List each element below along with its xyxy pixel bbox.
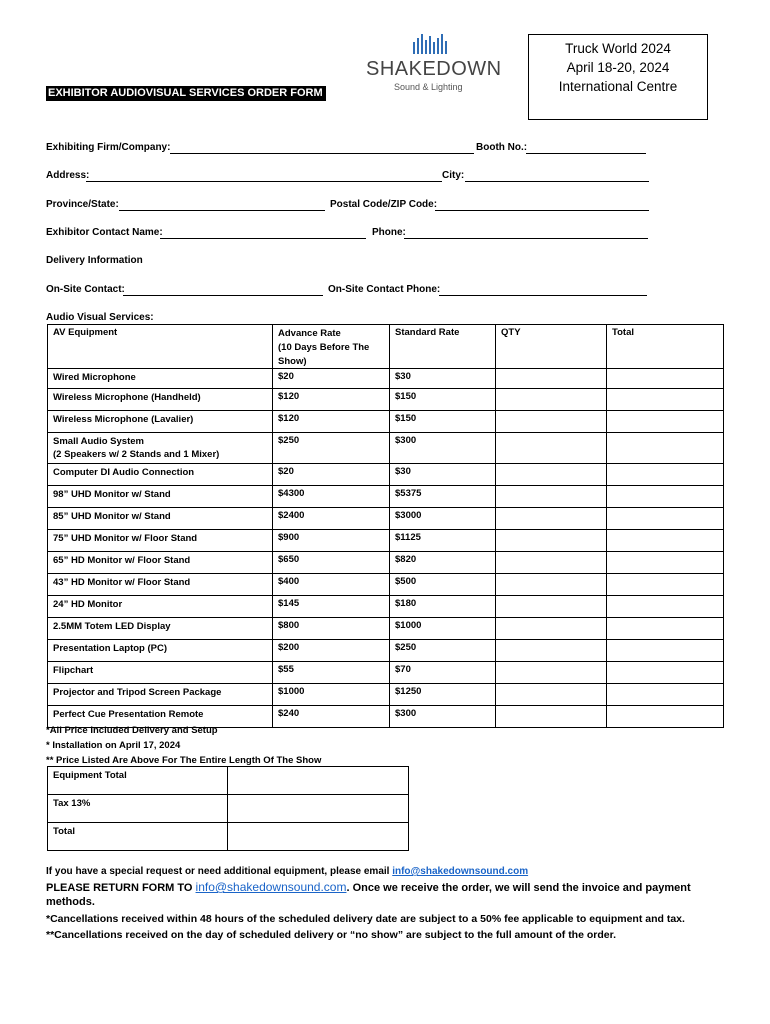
standard-rate: $1000 bbox=[390, 618, 496, 640]
city-input-line[interactable] bbox=[465, 181, 649, 182]
totals-row bbox=[48, 795, 409, 823]
standard-rate: $250 bbox=[390, 640, 496, 662]
table-row bbox=[48, 684, 724, 706]
contact-row bbox=[46, 227, 656, 241]
qty-cell[interactable] bbox=[496, 530, 607, 552]
advance-rate: $200 bbox=[273, 640, 390, 662]
equipment-name: 85” UHD Monitor w/ Stand bbox=[48, 508, 273, 530]
note-installation: * Installation on April 17, 2024 bbox=[46, 740, 181, 751]
qty-cell[interactable] bbox=[496, 464, 607, 486]
total-cell[interactable] bbox=[607, 684, 724, 706]
advance-rate: $145 bbox=[273, 596, 390, 618]
qty-cell[interactable] bbox=[496, 574, 607, 596]
return-suffix: . Once we receive the order, we will send the invoice and payment bbox=[346, 882, 691, 894]
return-methods-line: methods. bbox=[46, 896, 95, 908]
equipment-name: Wireless Microphone (Handheld) bbox=[48, 389, 273, 411]
total-cell[interactable] bbox=[607, 508, 724, 530]
equipment-name: Presentation Laptop (PC) bbox=[48, 640, 273, 662]
booth-label: Booth No.: bbox=[476, 142, 528, 153]
contact-label: Exhibitor Contact Name: bbox=[46, 227, 163, 238]
note-price-length: ** Price Listed Are Above For The Entire Length Of The Show bbox=[46, 755, 322, 766]
equipment-name: 2.5MM Totem LED Display bbox=[48, 618, 273, 640]
qty-cell[interactable] bbox=[496, 552, 607, 574]
tax-label: Tax 13% bbox=[48, 795, 228, 823]
advance-rate: $20 bbox=[273, 464, 390, 486]
advance-rate-0: $20 bbox=[278, 371, 294, 382]
header-qty: QTY bbox=[496, 325, 607, 369]
equipment-name: Perfect Cue Presentation Remote bbox=[48, 706, 273, 728]
province-input-line[interactable] bbox=[119, 210, 325, 211]
qty-cell[interactable] bbox=[496, 706, 607, 728]
standard-rate: $150 bbox=[390, 389, 496, 411]
return-form-line bbox=[46, 880, 691, 894]
table-row bbox=[48, 552, 724, 574]
sound-wave-icon bbox=[411, 32, 451, 56]
province-label: Province/State: bbox=[46, 199, 119, 210]
standard-rate: $3000 bbox=[390, 508, 496, 530]
total-cell[interactable] bbox=[607, 389, 724, 411]
standard-rate: $1125 bbox=[390, 530, 496, 552]
av-services-table bbox=[47, 324, 724, 728]
advance-rate: $4300 bbox=[273, 486, 390, 508]
advance-rate: $55 bbox=[273, 662, 390, 684]
onsite-contact-input-line[interactable] bbox=[123, 295, 323, 296]
header-standard-rate: Standard Rate bbox=[390, 325, 496, 369]
table-row bbox=[48, 508, 724, 530]
table-row bbox=[48, 464, 724, 486]
cancellation-policy-2: **Cancellations received on the day of scheduled delivery or “no show” are subject to the full amount of the order. bbox=[46, 929, 617, 941]
standard-rate: $150 bbox=[390, 411, 496, 433]
standard-rate: $30 bbox=[390, 464, 496, 486]
phone-input-line[interactable] bbox=[404, 238, 648, 239]
table-row bbox=[48, 389, 724, 411]
postal-input-line[interactable] bbox=[435, 210, 649, 211]
equipment-name: 98” UHD Monitor w/ Stand bbox=[48, 486, 273, 508]
qty-cell[interactable] bbox=[496, 618, 607, 640]
qty-cell[interactable] bbox=[496, 596, 607, 618]
firm-input-line[interactable] bbox=[170, 153, 474, 154]
table-row bbox=[48, 618, 724, 640]
total-cell[interactable] bbox=[607, 706, 724, 728]
total-cell[interactable] bbox=[607, 464, 724, 486]
advance-rate: $900 bbox=[273, 530, 390, 552]
onsite-phone-label: On-Site Contact Phone: bbox=[328, 284, 441, 295]
standard-rate: $30 bbox=[390, 369, 496, 389]
total-cell[interactable] bbox=[607, 530, 724, 552]
total-cell[interactable] bbox=[607, 596, 724, 618]
standard-rate: $180 bbox=[390, 596, 496, 618]
table-row bbox=[48, 574, 724, 596]
table-header-row bbox=[48, 325, 724, 369]
standard-rate: $1250 bbox=[390, 684, 496, 706]
return-email-link[interactable]: info@shakedownsound.com bbox=[195, 880, 347, 894]
advance-rate: $120 bbox=[273, 389, 390, 411]
standard-rate: $500 bbox=[390, 574, 496, 596]
form-title: EXHIBITOR AUDIOVISUAL SERVICES ORDER FORM bbox=[46, 86, 326, 101]
equipment-name: 65” HD Monitor w/ Floor Stand bbox=[48, 552, 273, 574]
event-dates: April 18-20, 2024 bbox=[566, 60, 670, 75]
event-venue: International Centre bbox=[558, 79, 678, 94]
totals-row bbox=[48, 767, 409, 795]
total-cell[interactable] bbox=[607, 662, 724, 684]
table-row bbox=[48, 433, 724, 464]
postal-label: Postal Code/ZIP Code: bbox=[330, 199, 438, 210]
advance-rate: $1000 bbox=[273, 684, 390, 706]
table-row bbox=[48, 411, 724, 433]
equipment-name: 43” HD Monitor w/ Floor Stand bbox=[48, 574, 273, 596]
onsite-contact-label: On-Site Contact: bbox=[46, 284, 125, 295]
equipment-name: Flipchart bbox=[48, 662, 273, 684]
city-label: City: bbox=[442, 170, 465, 181]
delivery-info-row bbox=[46, 255, 346, 269]
equipment-name: Projector and Tripod Screen Package bbox=[48, 684, 273, 706]
qty-cell[interactable] bbox=[496, 411, 607, 433]
firm-label: Exhibiting Firm/Company: bbox=[46, 142, 171, 153]
equipment-total-value[interactable] bbox=[228, 767, 409, 795]
total-cell[interactable] bbox=[607, 369, 724, 389]
advance-rate: $800 bbox=[273, 618, 390, 640]
advance-rate: $240 bbox=[273, 706, 390, 728]
standard-rate: $70 bbox=[390, 662, 496, 684]
special-request-text: If you have a special request or need additional equipment, please email bbox=[46, 866, 393, 877]
return-prefix: PLEASE RETURN FORM TO bbox=[46, 882, 196, 894]
advance-rate: $2400 bbox=[273, 508, 390, 530]
qty-cell[interactable] bbox=[496, 662, 607, 684]
booth-input-line[interactable] bbox=[526, 153, 646, 154]
header-total: Total bbox=[607, 325, 724, 369]
totals-table bbox=[47, 766, 409, 851]
total-cell[interactable] bbox=[607, 411, 724, 433]
grand-total-label: Total bbox=[48, 823, 228, 851]
tax-value[interactable] bbox=[228, 795, 409, 823]
total-cell[interactable] bbox=[607, 552, 724, 574]
advance-rate: $250 bbox=[273, 433, 390, 464]
delivery-info-label: Delivery Information bbox=[46, 255, 143, 266]
advance-rate: $400 bbox=[273, 574, 390, 596]
advance-rate: $650 bbox=[273, 552, 390, 574]
grand-total-value[interactable] bbox=[228, 823, 409, 851]
header-advance-rate bbox=[273, 325, 390, 389]
cancellation-policy-1: *Cancellations received within 48 hours of the scheduled delivery date are subject to a 50% fee applicable to equipment and tax. bbox=[46, 913, 685, 925]
equipment-name: Computer DI Audio Connection bbox=[48, 464, 273, 486]
total-cell[interactable] bbox=[607, 574, 724, 596]
advance-rate: $120 bbox=[273, 411, 390, 433]
qty-cell[interactable] bbox=[496, 640, 607, 662]
table-row bbox=[48, 530, 724, 552]
logo-tagline: Sound & Lighting bbox=[394, 82, 463, 92]
onsite-row bbox=[46, 284, 656, 298]
onsite-phone-input-line[interactable] bbox=[439, 295, 647, 296]
qty-cell[interactable] bbox=[496, 389, 607, 411]
address-label: Address: bbox=[46, 170, 90, 181]
qty-cell[interactable] bbox=[496, 508, 607, 530]
standard-rate: $300 bbox=[390, 433, 496, 464]
totals-row bbox=[48, 823, 409, 851]
table-row bbox=[48, 662, 724, 684]
qty-cell[interactable] bbox=[496, 486, 607, 508]
special-request-line bbox=[46, 866, 528, 877]
equipment-total-label: Equipment Total bbox=[48, 767, 228, 795]
qty-cell[interactable] bbox=[496, 369, 607, 389]
equipment-name: 24” HD Monitor bbox=[48, 596, 273, 618]
equipment-name: Small Audio System (2 Speakers w/ 2 Stands and 1 Mixer) bbox=[48, 433, 273, 464]
equipment-name: Wired Microphone bbox=[48, 369, 273, 389]
special-request-email-link[interactable]: info@shakedownsound.com bbox=[392, 866, 529, 877]
firm-row bbox=[46, 142, 656, 156]
logo-name: SHAKEDOWN bbox=[366, 58, 502, 80]
av-services-label: Audio Visual Services: bbox=[46, 312, 154, 323]
total-cell[interactable] bbox=[607, 618, 724, 640]
total-cell[interactable] bbox=[607, 640, 724, 662]
total-cell[interactable] bbox=[607, 486, 724, 508]
address-row bbox=[46, 170, 656, 184]
note-delivery: *All Price Included Delivery and Setup bbox=[46, 725, 218, 736]
table-row bbox=[48, 596, 724, 618]
phone-label: Phone: bbox=[372, 227, 406, 238]
equipment-name: 75” UHD Monitor w/ Floor Stand bbox=[48, 530, 273, 552]
header-advance-rate-text: Advance Rate (10 Days Before The Show) bbox=[273, 325, 389, 369]
standard-rate: $5375 bbox=[390, 486, 496, 508]
equipment-name: Wireless Microphone (Lavalier) bbox=[48, 411, 273, 433]
event-info-box bbox=[528, 34, 708, 120]
qty-cell[interactable] bbox=[496, 684, 607, 706]
total-cell[interactable] bbox=[607, 433, 724, 464]
standard-rate: $820 bbox=[390, 552, 496, 574]
shakedown-logo bbox=[366, 32, 502, 94]
address-input-line[interactable] bbox=[86, 181, 442, 182]
table-row bbox=[48, 486, 724, 508]
standard-rate: $300 bbox=[390, 706, 496, 728]
header-av-equipment: AV Equipment bbox=[48, 325, 273, 369]
event-title: Truck World 2024 bbox=[565, 41, 671, 56]
qty-cell[interactable] bbox=[496, 433, 607, 464]
table-row bbox=[48, 640, 724, 662]
province-row bbox=[46, 199, 656, 213]
contact-input-line[interactable] bbox=[160, 238, 366, 239]
